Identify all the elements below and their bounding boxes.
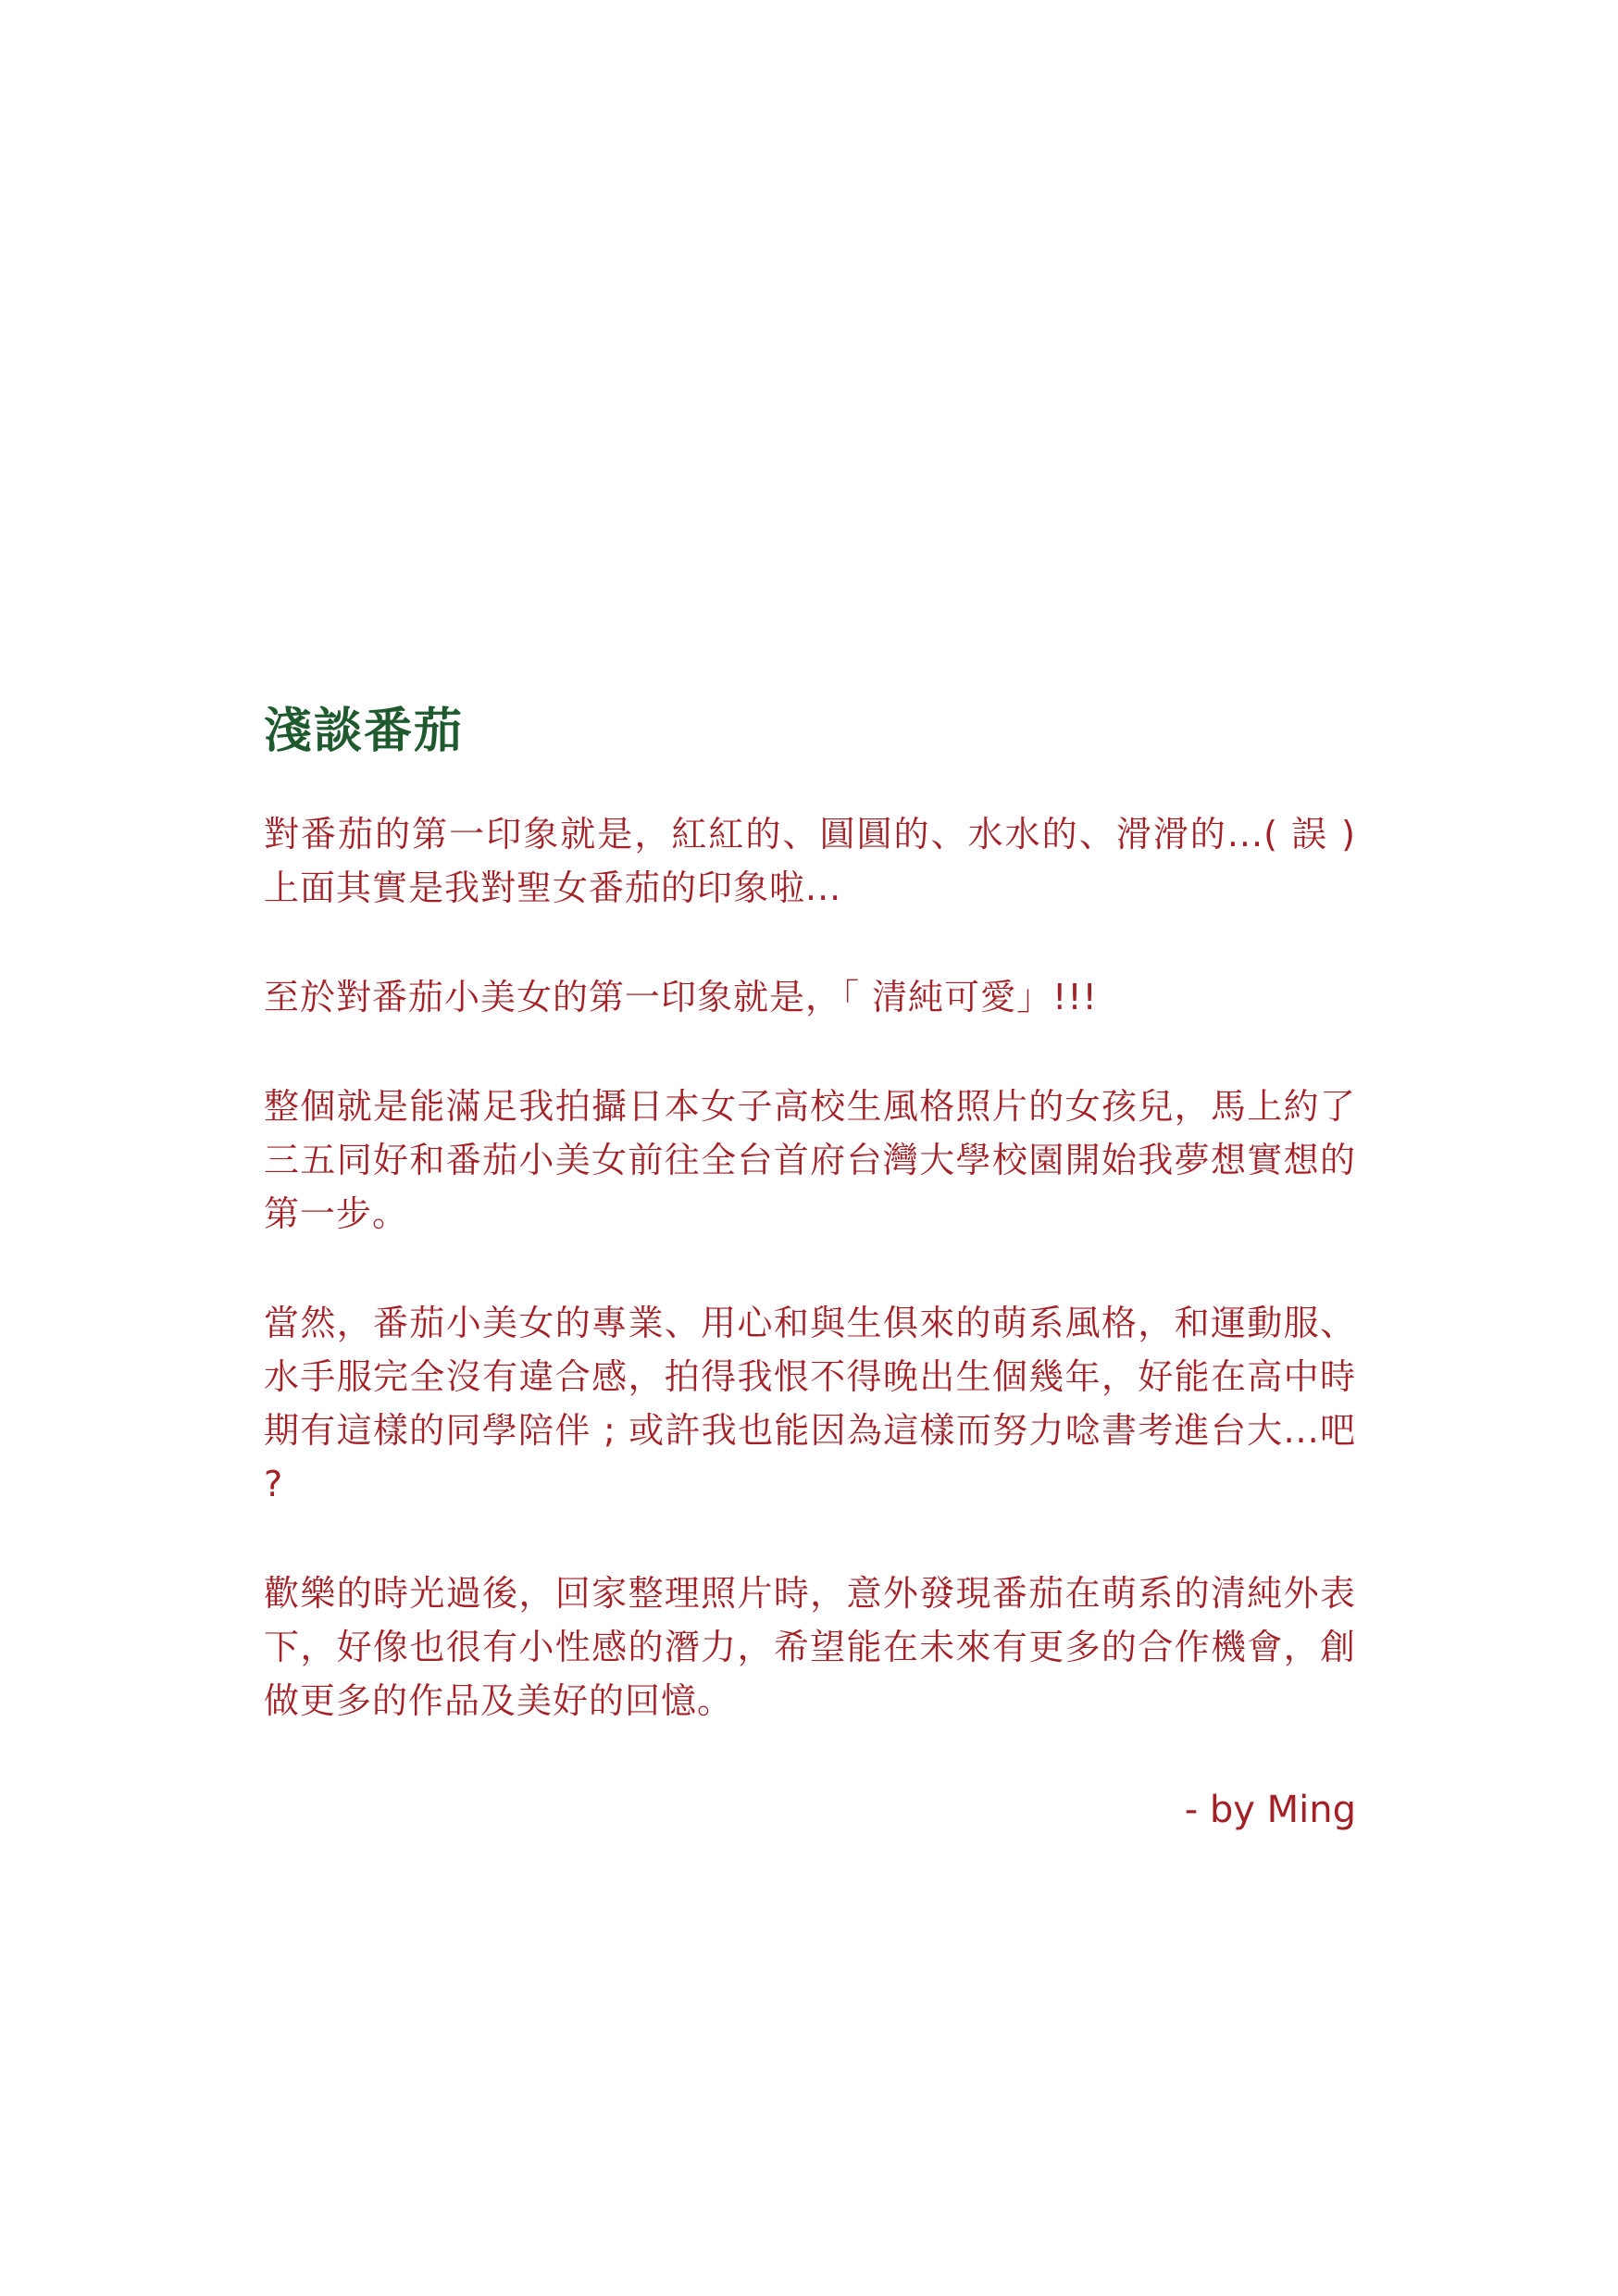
paragraph-future-cooperation: 歡樂的時光過後，回家整理照片時，意外發現番茄在萌系的清純外表下，好像也很有小性感的潛力，希望能在未來有更多的合作機會，創做更多的作品及美好的回憶。 xyxy=(264,1573,1356,1721)
paragraph-professional: 當然，番茄小美女的專業、用心和與生俱來的萌系風格，和運動服、水手服完全沒有違合感，拍得我恨不得晚出生個幾年，好能在高中時期有這樣的同學陪伴 ; 或許我也能因為這樣而努力唸書考進台大...吧 ? xyxy=(264,1303,1356,1504)
paragraph-photo-shoot: 整個就是能滿足我拍攝日本女子高校生風格照片的女孩兒，馬上約了三五同好和番茄小美女前往全台首府台灣大學校園開始我夢想實想的第一步。 xyxy=(264,1086,1356,1234)
article-body xyxy=(264,702,1356,1837)
paragraph-pure-cute: 至於對番茄小美女的第一印象就是，「 清純可愛」!!! xyxy=(264,977,1098,1017)
author-signature: - by Ming xyxy=(1184,1789,1356,1831)
paragraph-first-impression: 對番茄的第一印象就是，紅紅的、圓圓的、水水的、滑滑的...( 誤 ) 上面其實是我對聖女番茄的印象啦... xyxy=(264,814,1356,908)
article-title: 淺談番茄 xyxy=(264,704,465,759)
